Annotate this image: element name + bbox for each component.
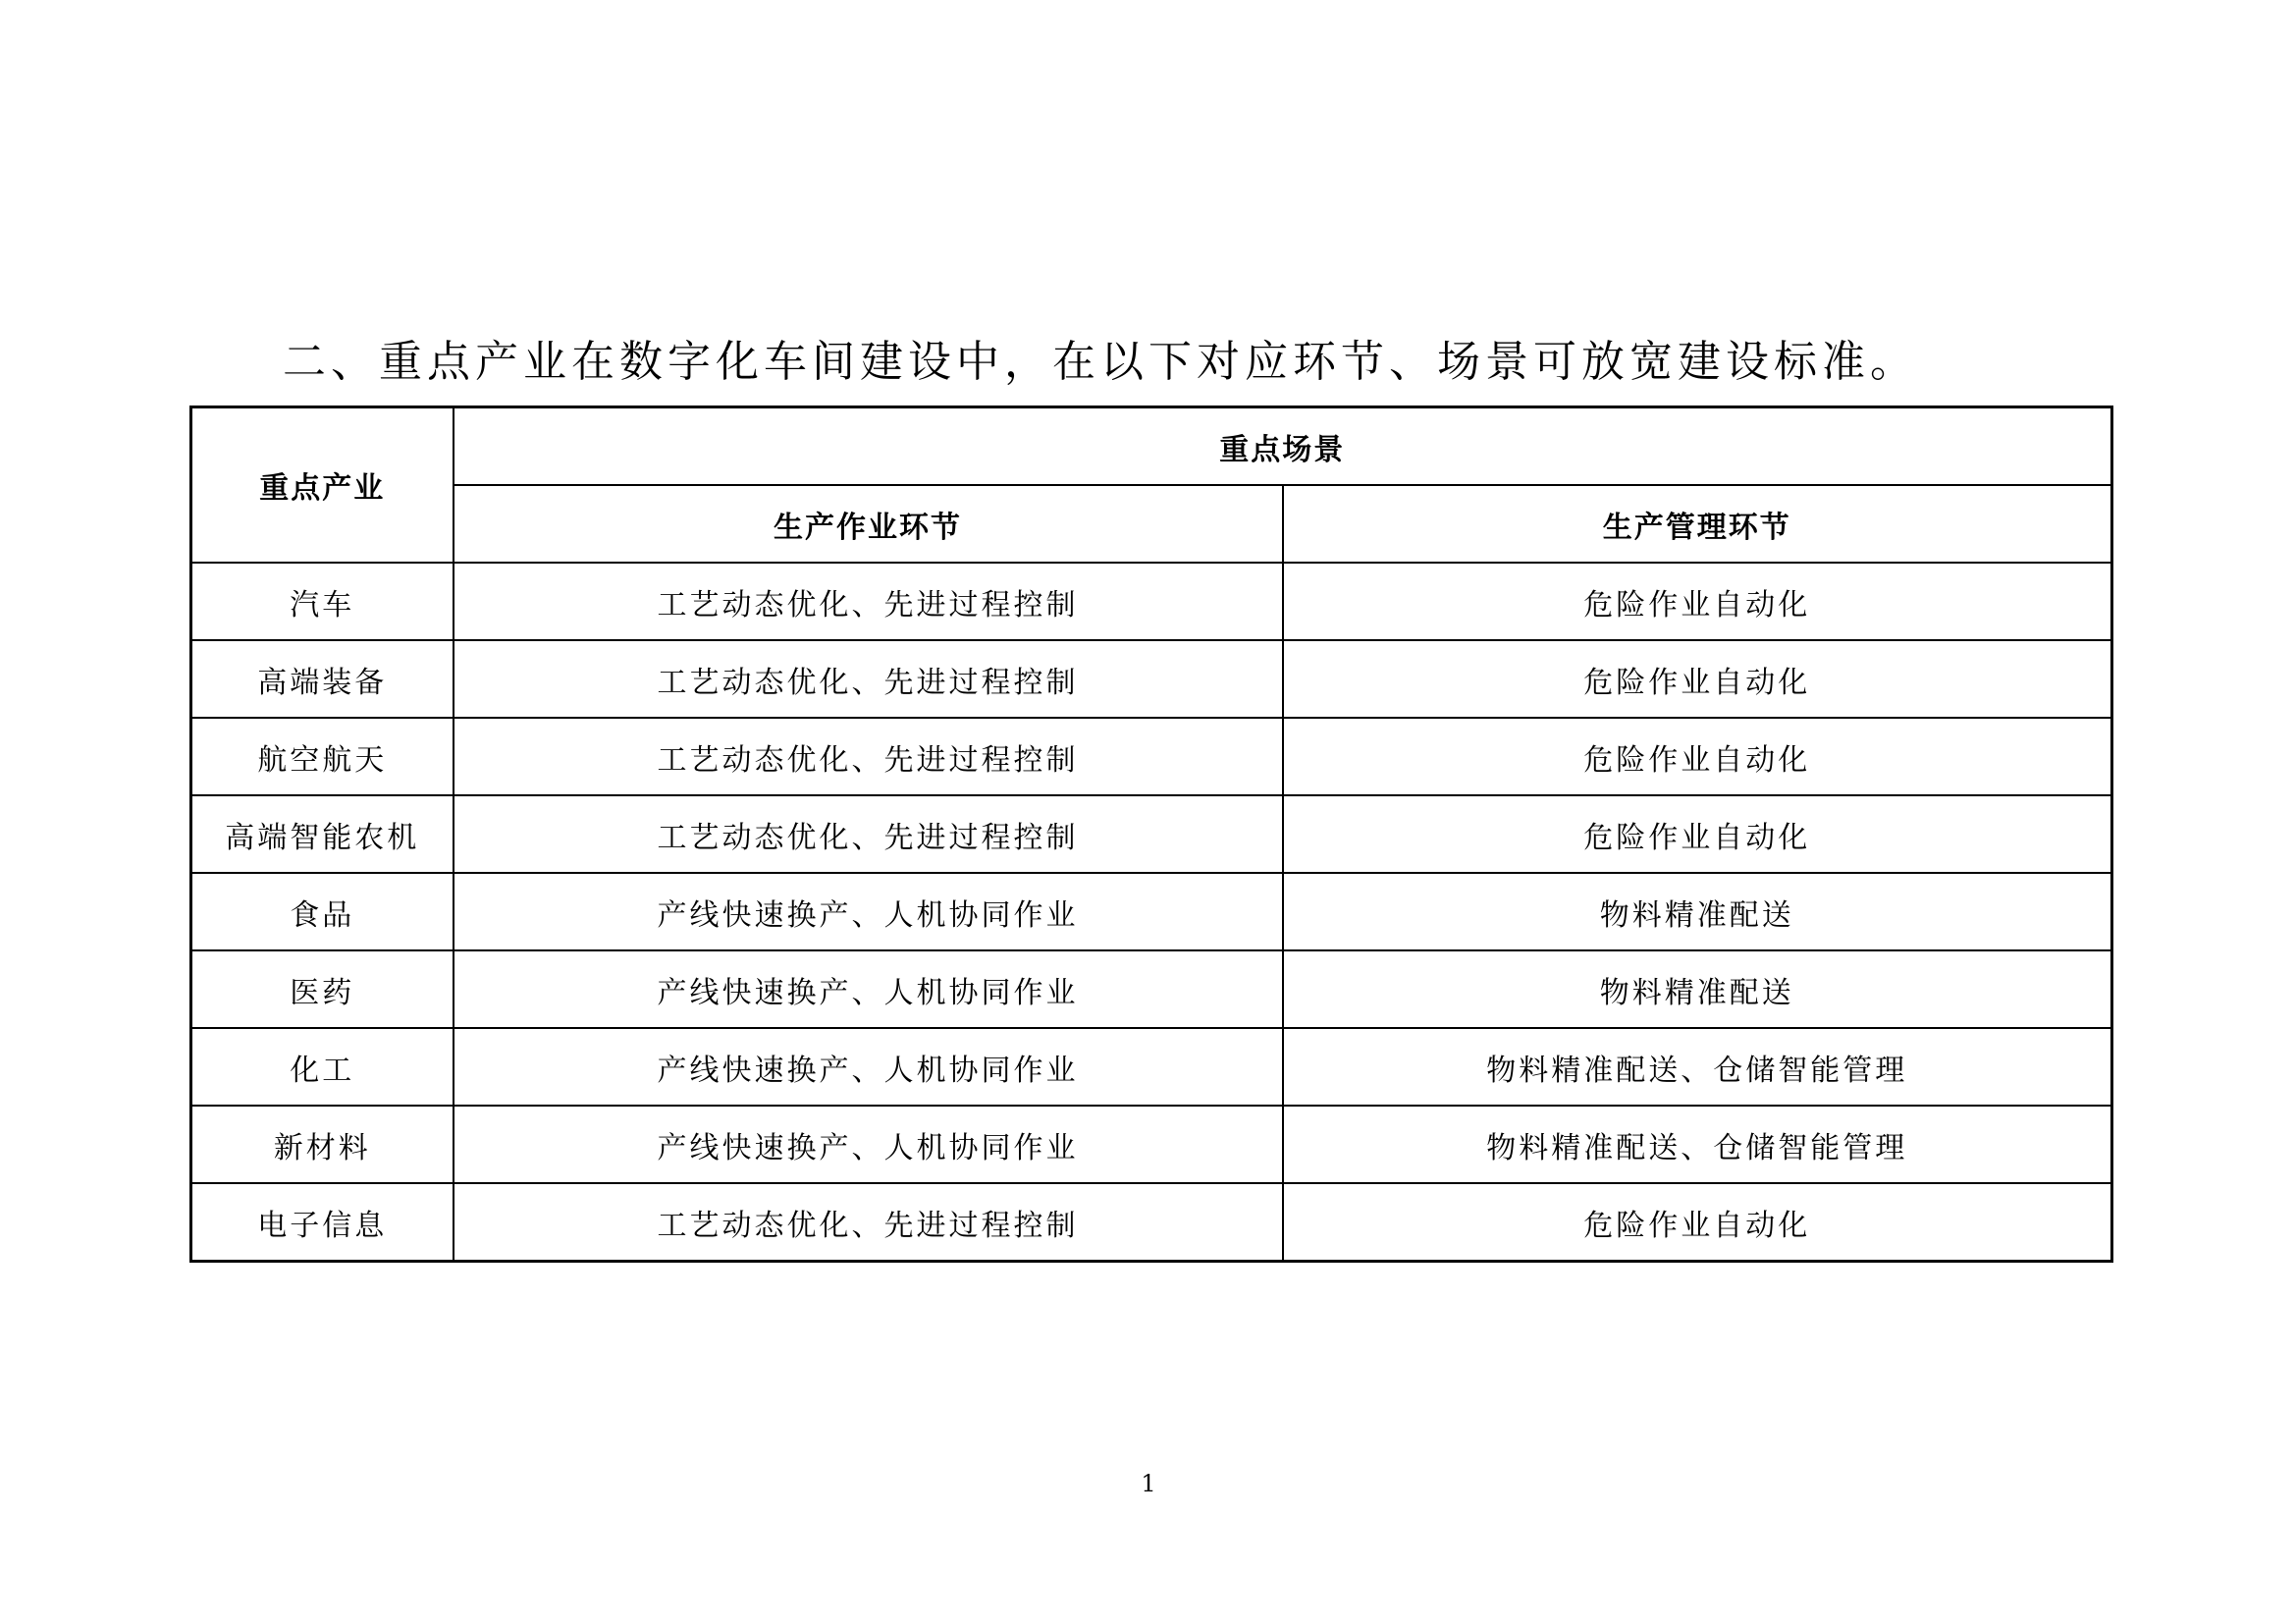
- cell-industry: 电子信息: [191, 1183, 454, 1262]
- cell-management: 危险作业自动化: [1283, 640, 2112, 718]
- table-row: [191, 1028, 2112, 1106]
- cell-production: 产线快速换产、人机协同作业: [454, 1028, 1283, 1106]
- header-industry: 重点产业: [191, 407, 454, 564]
- cell-industry: 航空航天: [191, 718, 454, 795]
- table-row: [191, 950, 2112, 1028]
- header-scene: 重点场景: [454, 407, 2112, 486]
- cell-management: 物料精准配送: [1283, 950, 2112, 1028]
- cell-industry: 医药: [191, 950, 454, 1028]
- cell-management: 危险作业自动化: [1283, 718, 2112, 795]
- cell-management: 危险作业自动化: [1283, 795, 2112, 873]
- table-subheader-row: [191, 485, 2112, 563]
- cell-management: 危险作业自动化: [1283, 1183, 2112, 1262]
- table-row: [191, 640, 2112, 718]
- cell-industry: 高端智能农机: [191, 795, 454, 873]
- cell-industry: 食品: [191, 873, 454, 950]
- table-row: [191, 795, 2112, 873]
- section-heading: 二、重点产业在数字化车间建设中，在以下对应环节、场景可放宽建设标准。: [283, 337, 1918, 387]
- cell-industry: 新材料: [191, 1106, 454, 1183]
- cell-production: 工艺动态优化、先进过程控制: [454, 563, 1283, 640]
- cell-management: 物料精准配送、仓储智能管理: [1283, 1028, 2112, 1106]
- header-production: 生产作业环节: [454, 485, 1283, 563]
- cell-production: 产线快速换产、人机协同作业: [454, 873, 1283, 950]
- cell-industry: 高端装备: [191, 640, 454, 718]
- table-header-row: [191, 407, 2112, 486]
- table-row: [191, 1183, 2112, 1262]
- cell-production: 产线快速换产、人机协同作业: [454, 1106, 1283, 1183]
- cell-production: 工艺动态优化、先进过程控制: [454, 1183, 1283, 1262]
- cell-production: 工艺动态优化、先进过程控制: [454, 640, 1283, 718]
- cell-industry: 汽车: [191, 563, 454, 640]
- cell-management: 物料精准配送: [1283, 873, 2112, 950]
- header-management: 生产管理环节: [1283, 485, 2112, 563]
- cell-production: 工艺动态优化、先进过程控制: [454, 795, 1283, 873]
- cell-production: 工艺动态优化、先进过程控制: [454, 718, 1283, 795]
- cell-management: 物料精准配送、仓储智能管理: [1283, 1106, 2112, 1183]
- industry-scene-table: [189, 406, 2113, 1263]
- cell-management: 危险作业自动化: [1283, 563, 2112, 640]
- table-row: [191, 718, 2112, 795]
- cell-production: 产线快速换产、人机协同作业: [454, 950, 1283, 1028]
- table-row: [191, 873, 2112, 950]
- cell-industry: 化工: [191, 1028, 454, 1106]
- table-row: [191, 563, 2112, 640]
- table-row: [191, 1106, 2112, 1183]
- page-number: 1: [1141, 1470, 1156, 1497]
